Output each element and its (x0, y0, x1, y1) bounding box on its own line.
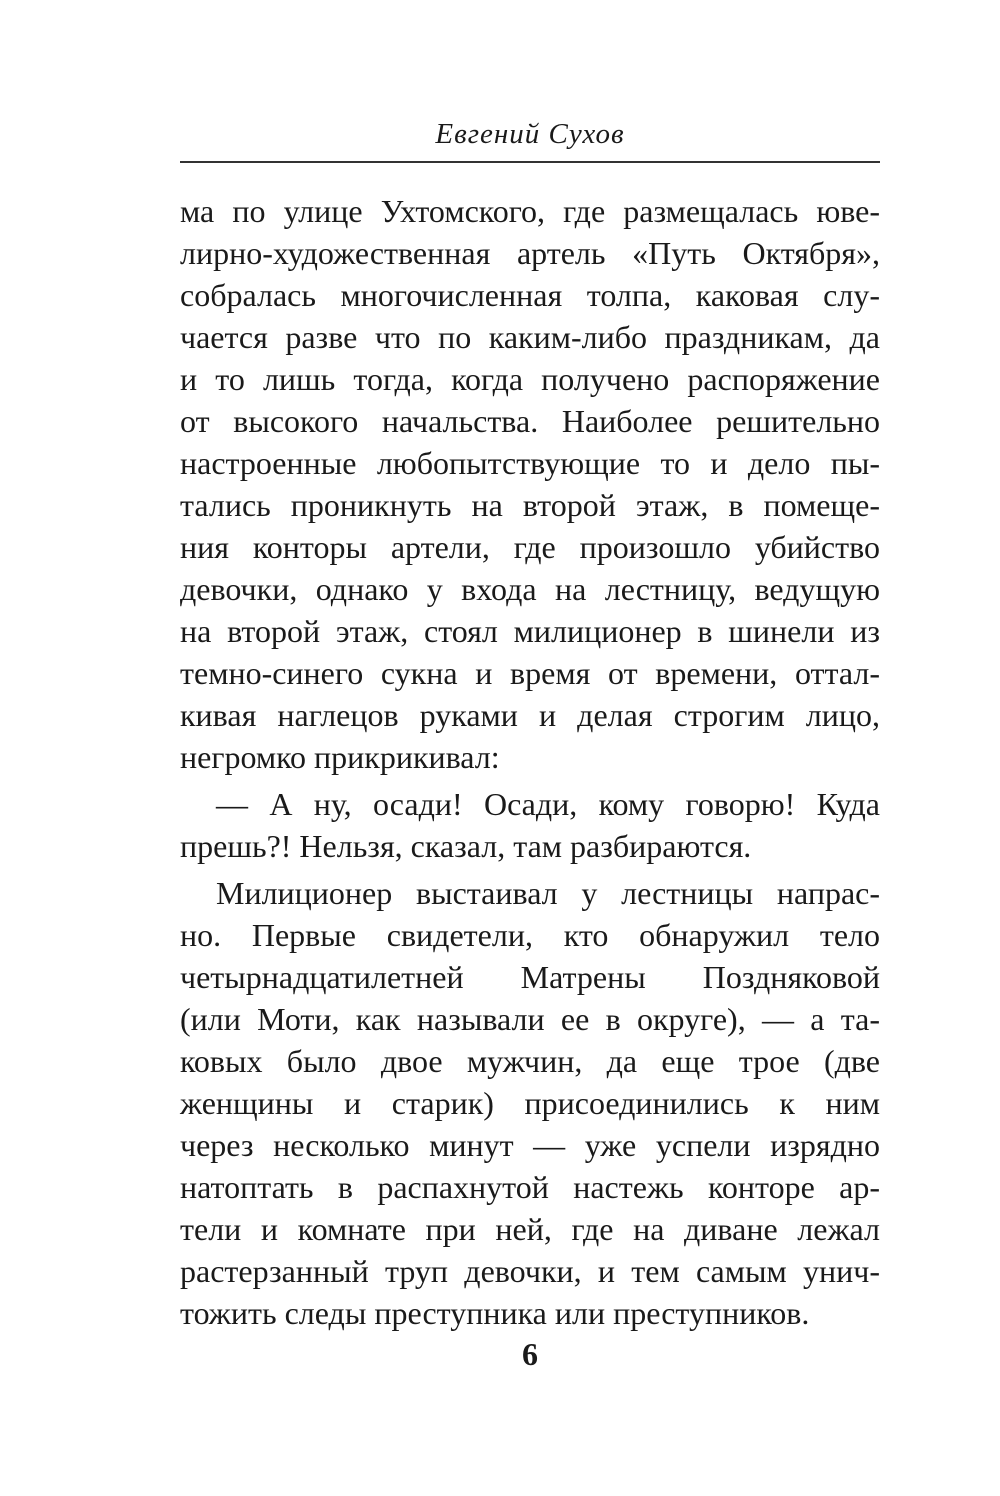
text-line: девочки, однако у входа на лестницу, ведущую (180, 571, 880, 607)
text-line: натоптать в распахнутой настежь конторе ар- (180, 1169, 880, 1205)
text-line: тели и комнате при ней, где на диване лежал (180, 1211, 880, 1247)
text-line: прешь?! Нельзя, сказал, там разбираются. (180, 828, 752, 864)
body-text (180, 190, 880, 1334)
text-line: женщины и старик) присоединились к ним (180, 1085, 880, 1121)
text-line: ма по улице Ухтомского, где размещалась юве- (180, 193, 880, 229)
text-line: но. Первые свидетели, кто обнаружил тело (180, 917, 880, 953)
text-line: (или Моти, как называли ее в округе), — а та- (180, 1001, 880, 1037)
text-line: темно-синего сукна и время от времени, оттал- (180, 655, 880, 691)
text-line: тожить следы преступника или преступников. (180, 1295, 810, 1331)
text-line: Милиционер выстаивал у лестницы напрас- (216, 875, 880, 911)
text-line: через несколько минут — уже успели изрядно (180, 1127, 880, 1163)
text-line: четырнадцатилетней Матрены Поздняковой (180, 959, 880, 995)
text-line: негромко прикрикивал: (180, 739, 500, 775)
header-rule (180, 161, 880, 163)
text-line: лирно-художественная артель «Путь Октября», (180, 235, 880, 271)
text-line: тались проникнуть на второй этаж, в помеще- (180, 487, 880, 523)
text-line: ковых было двое мужчин, да еще трое (две (180, 1043, 880, 1079)
text-line: кивая наглецов руками и делая строгим лицо, (180, 697, 880, 733)
text-line: — А ну, осади! Осади, кому говорю! Куда (216, 786, 880, 822)
page-number: 6 (522, 1336, 538, 1372)
text-line: растерзанный труп девочки, и тем самым унич- (180, 1253, 880, 1289)
running-head-author: Евгений Сухов (435, 118, 625, 150)
text-line: настроенные любопытствующие то и дело пы- (180, 445, 880, 481)
text-line: чается разве что по каким-либо праздникам, да (180, 319, 880, 355)
text-line: собралась многочисленная толпа, каковая слу- (180, 277, 880, 313)
text-line: от высокого начальства. Наиболее решительно (180, 403, 880, 439)
text-line: ния конторы артели, где произошло убийство (180, 529, 880, 565)
text-line: на второй этаж, стоял милиционер в шинели из (180, 613, 880, 649)
text-line: и то лишь тогда, когда получено распоряжение (180, 361, 880, 397)
